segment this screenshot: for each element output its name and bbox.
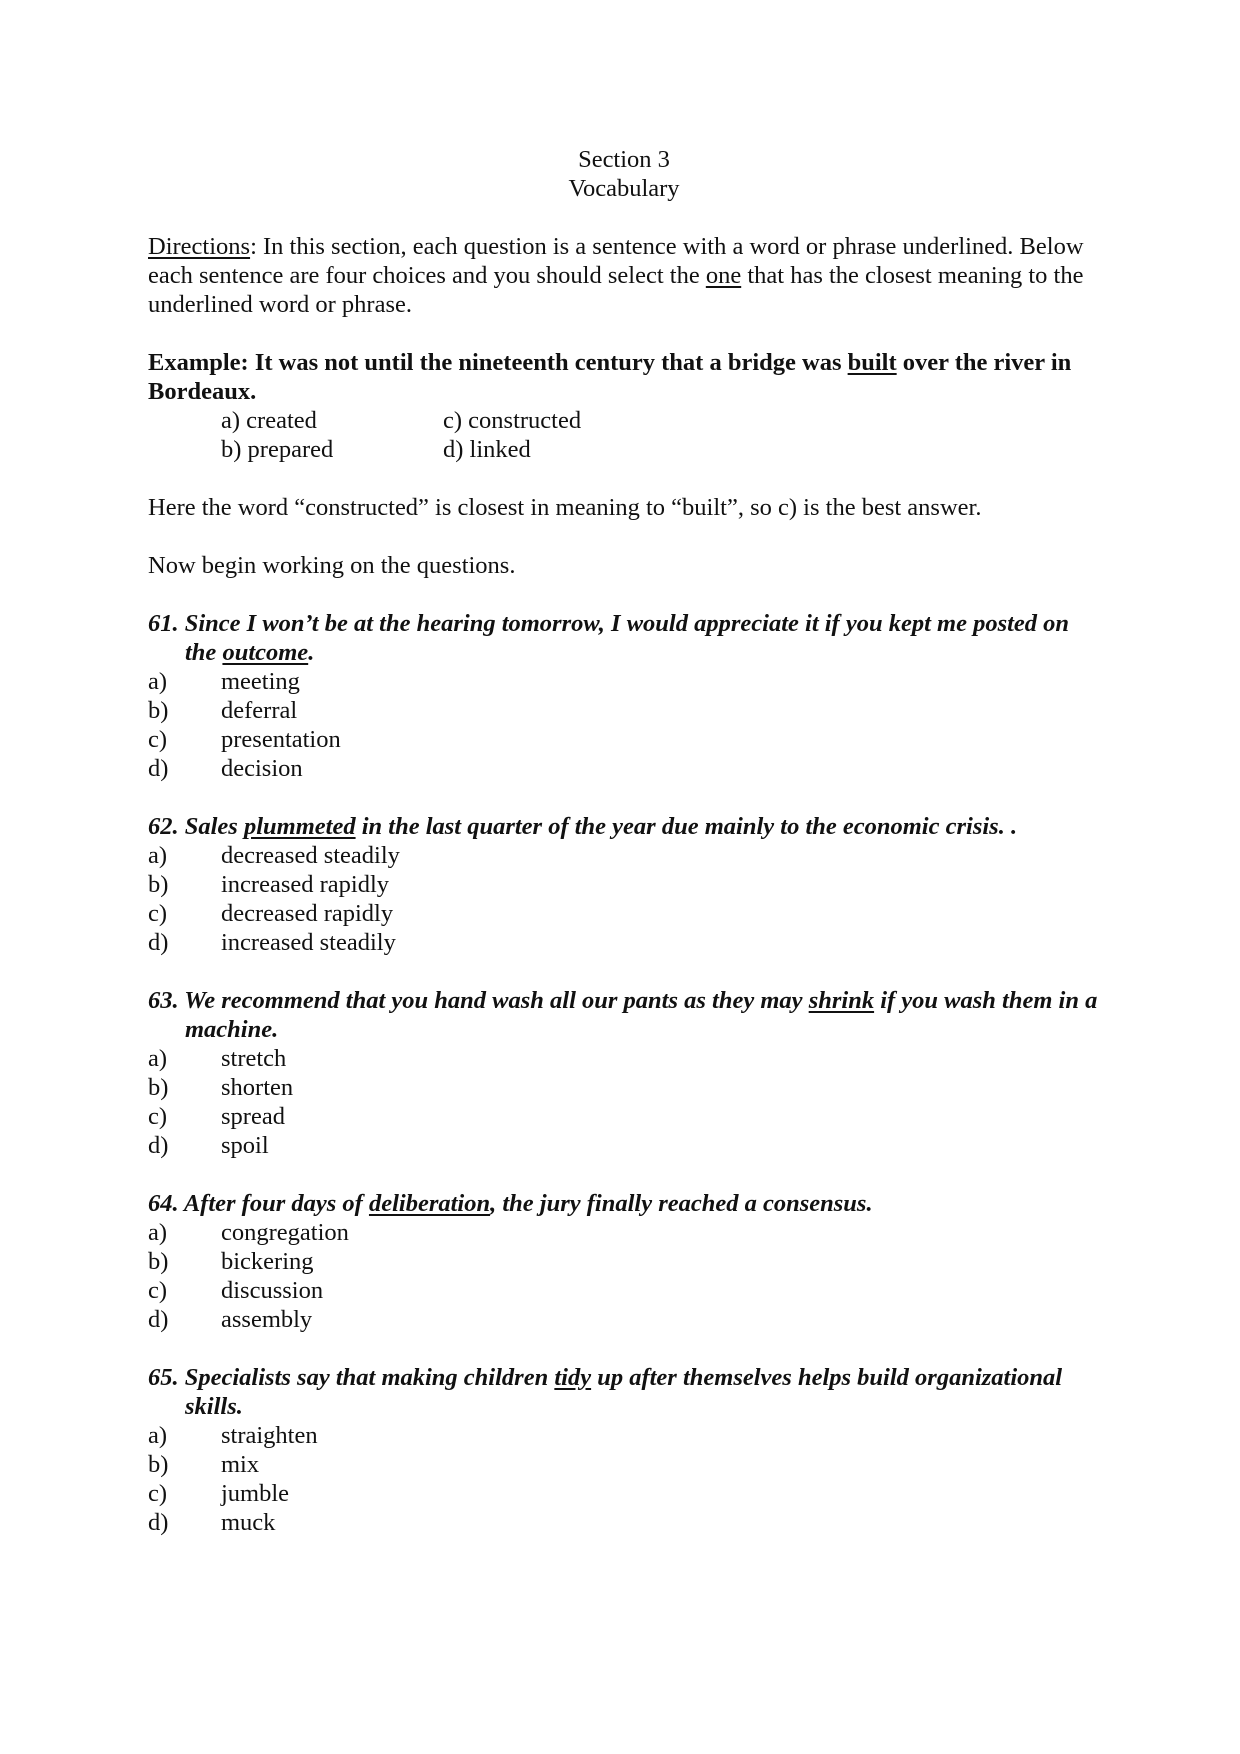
option-text: muck bbox=[221, 1509, 276, 1536]
section-subtitle: Vocabulary bbox=[568, 175, 680, 202]
question-text-before: After four days of bbox=[178, 1190, 369, 1217]
section-title: Section 3 bbox=[578, 146, 670, 173]
question-number: 61. bbox=[148, 610, 179, 637]
answer-option bbox=[148, 1131, 1100, 1160]
option-text: increased steadily bbox=[221, 929, 396, 956]
answer-option bbox=[148, 696, 1100, 725]
option-letter: a) bbox=[148, 842, 168, 869]
question-text-before: Specialists say that making children bbox=[178, 1364, 555, 1391]
answer-option bbox=[148, 1450, 1100, 1479]
answer-option bbox=[148, 754, 1100, 783]
question-text-after: , the jury finally reached a consensus. bbox=[490, 1190, 873, 1217]
option-letter: c) bbox=[148, 1277, 168, 1304]
question-block bbox=[148, 986, 1100, 1160]
example-option-a: a) created bbox=[221, 407, 317, 434]
question-block bbox=[148, 1189, 1100, 1334]
option-text: decreased rapidly bbox=[221, 900, 394, 927]
answer-option bbox=[148, 1044, 1100, 1073]
example-option-b: b) prepared bbox=[221, 436, 334, 463]
option-text: straighten bbox=[221, 1422, 318, 1449]
directions-label: Directions bbox=[148, 233, 251, 260]
question-number: 63. bbox=[148, 987, 179, 1014]
document-page bbox=[148, 145, 1100, 1566]
answer-option bbox=[148, 899, 1100, 928]
question-text-after: up after themselves helps build organizational skills. bbox=[185, 1364, 1063, 1420]
option-letter: d) bbox=[148, 1306, 169, 1333]
option-letter: c) bbox=[148, 900, 168, 927]
question-block bbox=[148, 609, 1100, 783]
option-text: deferral bbox=[221, 697, 298, 724]
question-block bbox=[148, 1363, 1100, 1537]
directions-paragraph bbox=[148, 232, 1100, 319]
example-option-c: c) constructed bbox=[443, 407, 582, 434]
option-text: bickering bbox=[221, 1248, 314, 1275]
option-letter: d) bbox=[148, 755, 169, 782]
question-stem bbox=[148, 1189, 1100, 1218]
answer-option bbox=[148, 1479, 1100, 1508]
answer-option bbox=[148, 1247, 1100, 1276]
question-text-after: if you wash them in a machine. bbox=[185, 987, 1098, 1043]
answer-option bbox=[148, 870, 1100, 899]
option-letter: b) bbox=[148, 697, 169, 724]
question-list bbox=[148, 609, 1100, 1537]
option-text: discussion bbox=[221, 1277, 324, 1304]
answer-option bbox=[148, 1218, 1100, 1247]
option-text: shorten bbox=[221, 1074, 294, 1101]
question-block bbox=[148, 812, 1100, 957]
directions-text-1: : In this section, each question is a sentence with a word or phrase underlined. Below each sentence are four choices and you should select the bbox=[148, 233, 1084, 289]
option-letter: b) bbox=[148, 1451, 169, 1478]
option-text: stretch bbox=[221, 1045, 287, 1072]
section-header bbox=[148, 145, 1100, 203]
option-text: increased rapidly bbox=[221, 871, 390, 898]
answer-option bbox=[148, 1421, 1100, 1450]
option-letter: b) bbox=[148, 1248, 169, 1275]
question-number: 62. bbox=[148, 813, 179, 840]
question-stem bbox=[148, 609, 1100, 667]
option-letter: c) bbox=[148, 726, 168, 753]
option-letter: c) bbox=[148, 1480, 168, 1507]
question-underlined-word: shrink bbox=[808, 987, 875, 1014]
option-text: decreased steadily bbox=[221, 842, 400, 869]
option-letter: a) bbox=[148, 668, 168, 695]
example-suffix: over the river in Bordeaux. bbox=[148, 349, 1072, 405]
question-text-before: Since I won’t be at the hearing tomorrow, I would appreciate it if you kept me posted on the bbox=[178, 610, 1070, 666]
question-text-after: . bbox=[308, 639, 315, 666]
answer-option bbox=[148, 841, 1100, 870]
question-number: 65. bbox=[148, 1364, 179, 1391]
example-options bbox=[148, 406, 1100, 464]
option-text: decision bbox=[221, 755, 303, 782]
question-text-before: Sales bbox=[178, 813, 244, 840]
option-letter: b) bbox=[148, 871, 169, 898]
option-letter: b) bbox=[148, 1074, 169, 1101]
answer-option bbox=[148, 1276, 1100, 1305]
directions-emphasis: one bbox=[705, 262, 742, 289]
option-letter: d) bbox=[148, 929, 169, 956]
option-letter: c) bbox=[148, 1103, 168, 1130]
option-text: assembly bbox=[221, 1306, 313, 1333]
option-text: spread bbox=[221, 1103, 285, 1130]
answer-option bbox=[148, 1305, 1100, 1334]
option-text: jumble bbox=[221, 1480, 290, 1507]
example-option-d: d) linked bbox=[443, 436, 531, 463]
answer-option bbox=[148, 725, 1100, 754]
option-letter: a) bbox=[148, 1045, 168, 1072]
answer-option bbox=[148, 928, 1100, 957]
answer-option bbox=[148, 1508, 1100, 1537]
option-text: meeting bbox=[221, 668, 300, 695]
question-underlined-word: plummeted bbox=[243, 813, 356, 840]
directions-text-2: that has the closest meaning to the underlined word or phrase. bbox=[148, 262, 1084, 318]
answer-option bbox=[148, 1102, 1100, 1131]
option-letter: a) bbox=[148, 1422, 168, 1449]
example-sentence bbox=[148, 348, 1100, 406]
option-letter: d) bbox=[148, 1509, 169, 1536]
example-prefix: Example: It was not until the nineteenth century that a bridge was bbox=[148, 349, 848, 376]
option-text: mix bbox=[221, 1451, 260, 1478]
question-text-after: in the last quarter of the year due mainly to the economic crisis. . bbox=[355, 813, 1018, 840]
question-stem bbox=[148, 1363, 1100, 1421]
question-number: 64. bbox=[148, 1190, 179, 1217]
answer-option bbox=[148, 1073, 1100, 1102]
option-text: spoil bbox=[221, 1132, 269, 1159]
question-stem bbox=[148, 986, 1100, 1044]
question-underlined-word: tidy bbox=[554, 1364, 592, 1391]
question-stem bbox=[148, 812, 1100, 841]
instruction-text: Now begin working on the questions. bbox=[148, 552, 516, 579]
example-explanation: Here the word “constructed” is closest in meaning to “built”, so c) is the best answer. bbox=[148, 494, 982, 521]
option-letter: d) bbox=[148, 1132, 169, 1159]
answer-option bbox=[148, 667, 1100, 696]
option-text: presentation bbox=[221, 726, 341, 753]
option-text: congregation bbox=[221, 1219, 349, 1246]
question-underlined-word: outcome bbox=[222, 639, 309, 666]
question-text-before: We recommend that you hand wash all our pants as they may bbox=[178, 987, 809, 1014]
example-underlined-word: built bbox=[847, 349, 897, 376]
question-underlined-word: deliberation bbox=[368, 1190, 491, 1217]
option-letter: a) bbox=[148, 1219, 168, 1246]
